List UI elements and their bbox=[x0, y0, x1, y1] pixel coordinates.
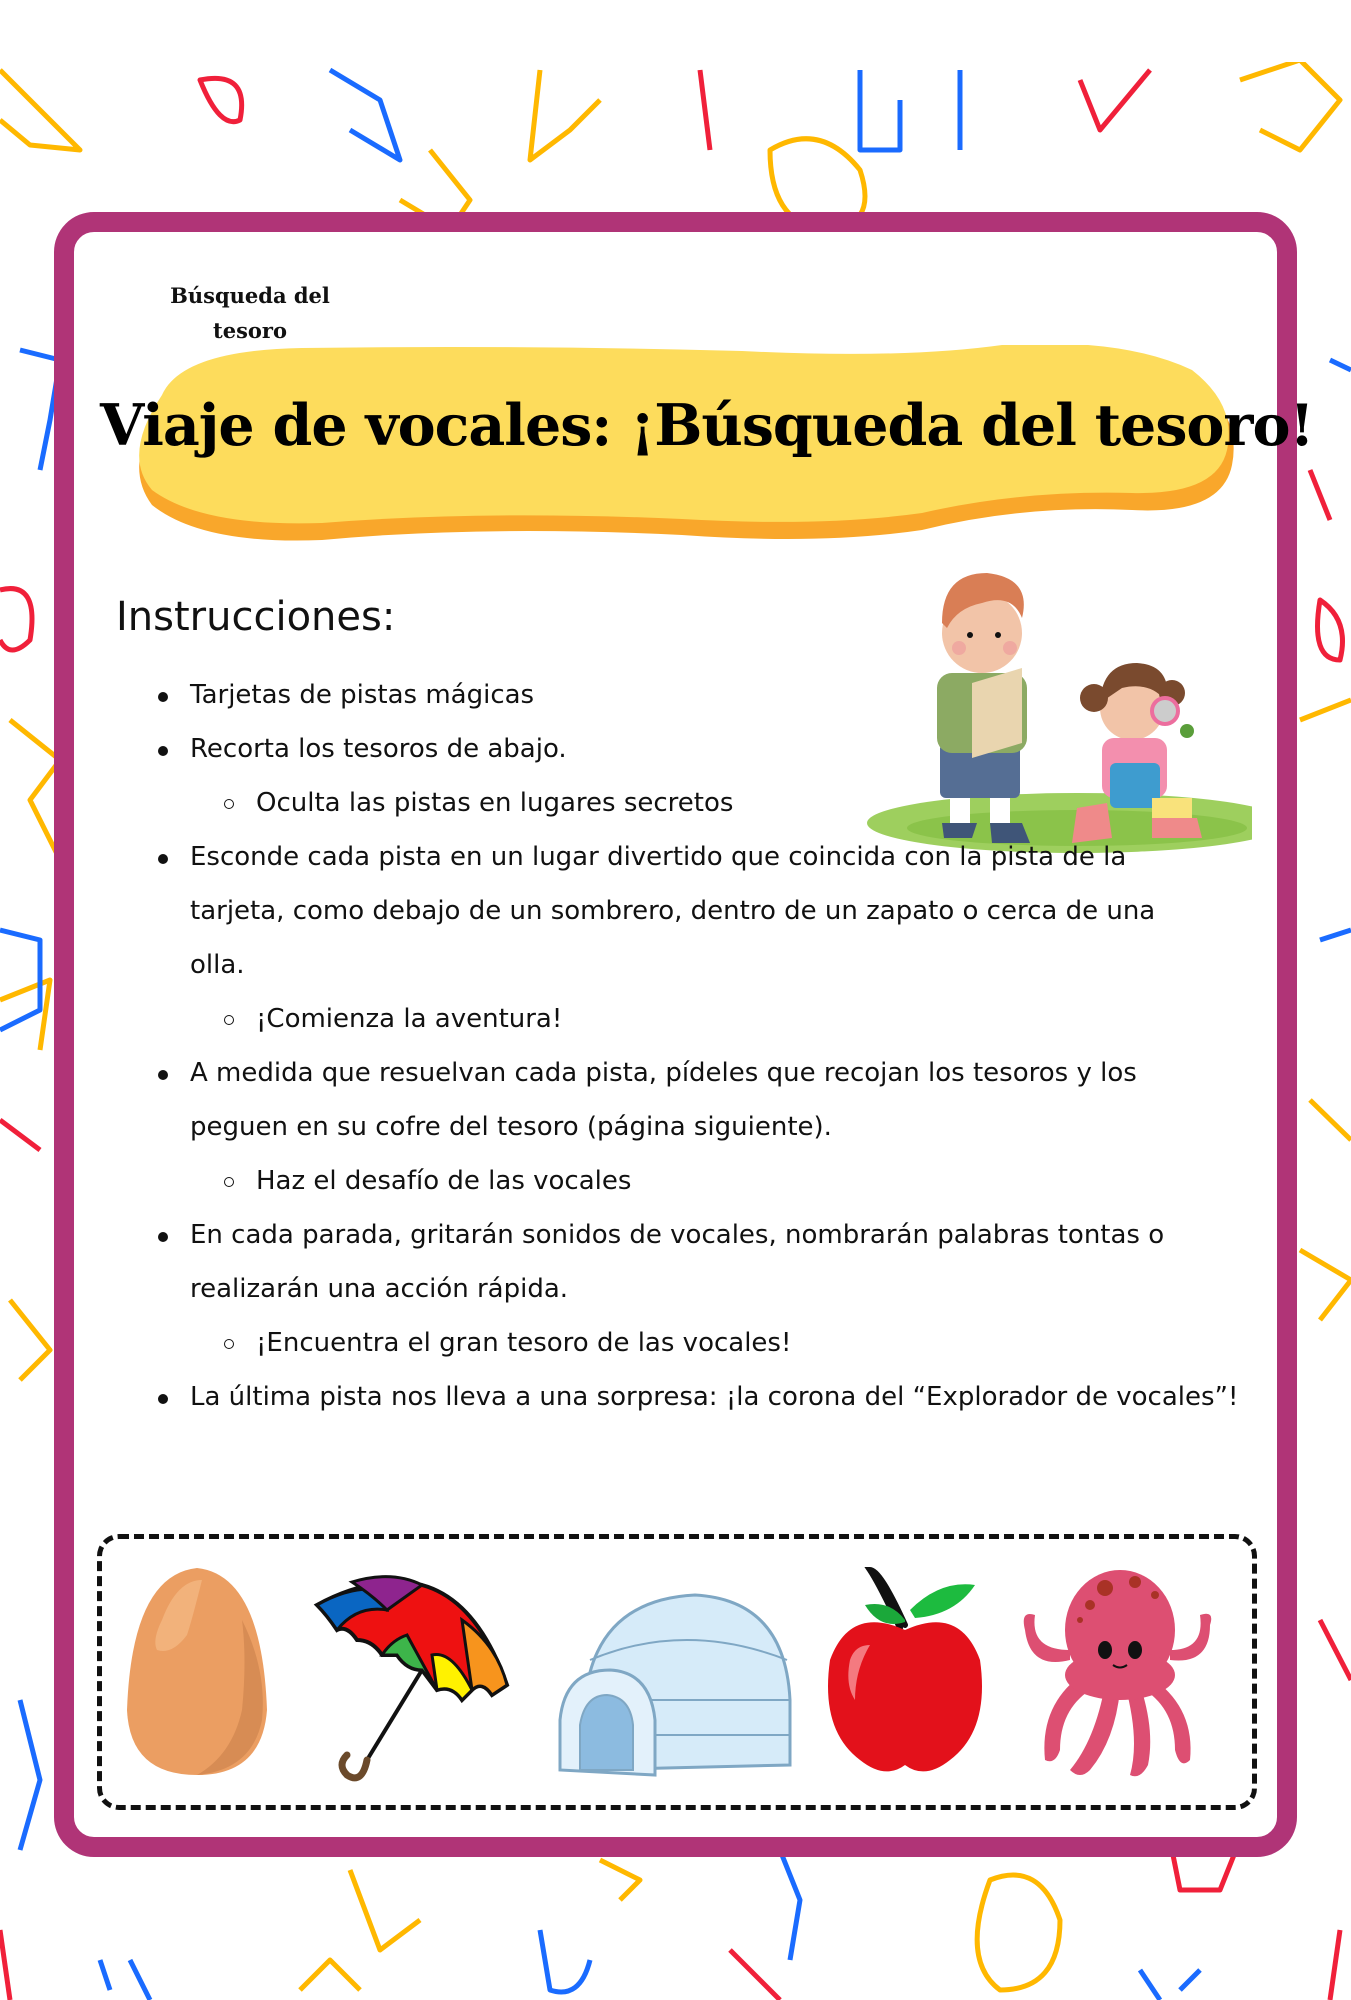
bullet-icon bbox=[158, 1070, 168, 1080]
sub-list-item: Haz el desafío de las vocales bbox=[150, 1154, 1250, 1208]
list-item: Tarjetas de pistas mágicas bbox=[150, 668, 1250, 722]
small-title: Búsqueda del tesoro bbox=[170, 283, 330, 343]
list-item: A medida que resuelvan cada pista, pídeles que recojan los tesoros y los peguen en su cofre del tesoro (página siguiente). bbox=[150, 1046, 1210, 1154]
list-item: La última pista nos lleva a una sorpresa: ¡la corona del “Explorador de vocales”! bbox=[150, 1370, 1290, 1424]
igloo-icon bbox=[555, 1560, 795, 1790]
hollow-bullet-icon bbox=[224, 1177, 234, 1187]
bullet-icon bbox=[158, 746, 168, 756]
sub-list-item: ¡Comienza la aventura! bbox=[150, 992, 1250, 1046]
bullet-icon bbox=[158, 1232, 168, 1242]
sub-list-item: Oculta las pistas en lugares secretos bbox=[150, 776, 1250, 830]
list-item: Recorta los tesoros de abajo. bbox=[150, 722, 1250, 776]
umbrella-icon bbox=[312, 1560, 527, 1790]
list-item: Esconde cada pista en un lugar divertido que coincida con la pista de la tarjeta, como debajo de un sombrero, dentro de un zapato o cerca de una olla. bbox=[150, 830, 1190, 992]
instructions-list bbox=[150, 668, 1250, 1424]
main-title: Viaje de vocales: ¡Búsqueda del tesoro! bbox=[100, 392, 1314, 459]
bullet-icon bbox=[158, 1394, 168, 1404]
egg-icon bbox=[122, 1560, 272, 1790]
instructions-heading: Instrucciones: bbox=[116, 594, 396, 640]
bullet-icon bbox=[158, 692, 168, 702]
octopus-icon bbox=[1010, 1560, 1225, 1790]
sub-list-item: ¡Encuentra el gran tesoro de las vocales! bbox=[150, 1316, 1250, 1370]
bullet-icon bbox=[158, 854, 168, 864]
hollow-bullet-icon bbox=[224, 1015, 234, 1025]
hollow-bullet-icon bbox=[224, 1339, 234, 1349]
list-item: En cada parada, gritarán sonidos de vocales, nombrarán palabras tontas o realizarán una acción rápida. bbox=[150, 1208, 1170, 1316]
apple-icon bbox=[820, 1560, 990, 1790]
hollow-bullet-icon bbox=[224, 799, 234, 809]
